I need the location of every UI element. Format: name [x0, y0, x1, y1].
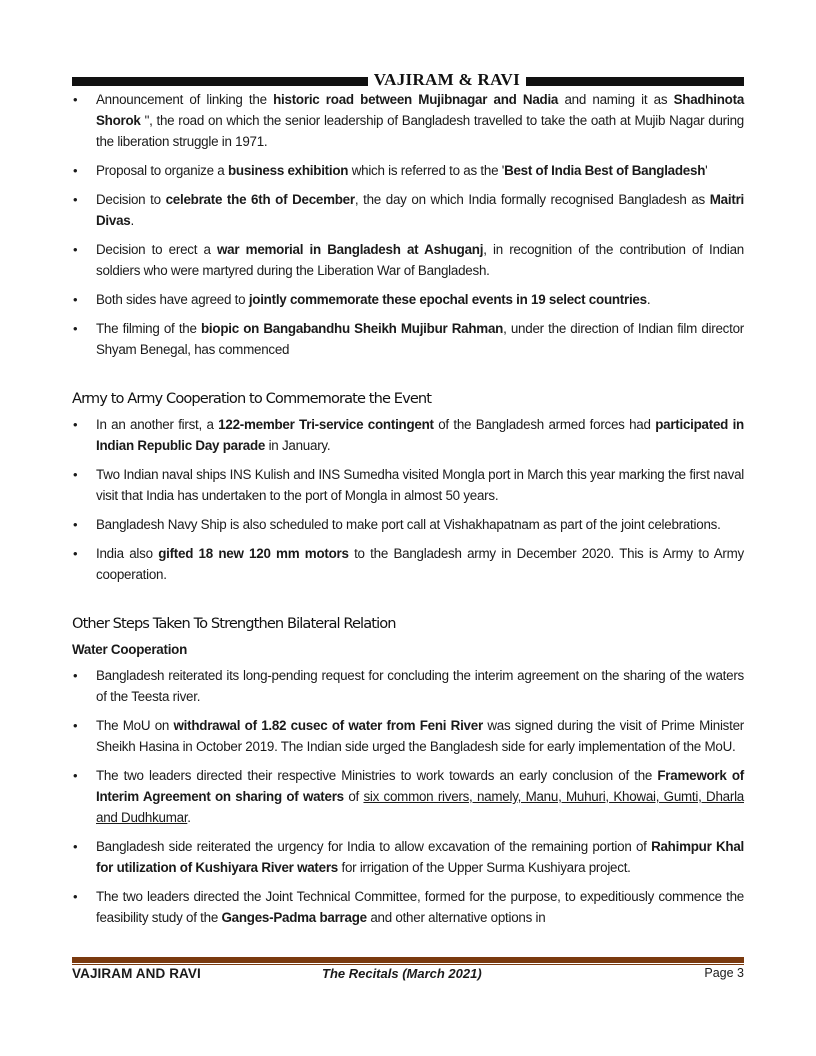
bold-text: 122-member Tri-service contingent [218, 417, 434, 432]
intro-bullet-list [72, 89, 744, 360]
text: Proposal to organize a [96, 163, 228, 178]
footer-publisher: VAJIRAM AND RAVI [72, 966, 201, 981]
section-title-army: Army to Army Cooperation to Commemorate the Event [72, 390, 432, 407]
text: The MoU on [96, 718, 174, 733]
text: and other alternative options in [366, 910, 546, 925]
bold-text: gifted 18 new 120 mm motors [158, 546, 349, 561]
bold-text: biopic on Bangabandhu Sheikh Mujibur Rahman [200, 321, 504, 336]
bullet-item [72, 715, 744, 757]
bullet-item [72, 414, 744, 456]
bullet-item [72, 189, 744, 231]
text: of [343, 789, 364, 804]
bullet-item [72, 543, 744, 585]
header-bar-right [526, 77, 744, 86]
text: . [187, 810, 191, 825]
text: Bangladesh reiterated its long-pending request for concluding the interim agreement on the sharing of the waters of the Teesta river. [96, 668, 744, 704]
bold-text: Rahimpur Khal for utilization of Kushiyara River waters [96, 839, 744, 875]
text: In an another first, a [96, 417, 219, 432]
text: Announcement of linking the [96, 92, 274, 107]
bullet-item [72, 765, 744, 828]
page-header [72, 70, 744, 89]
text: Both sides have agreed to [96, 292, 249, 307]
bullet-item [72, 239, 744, 281]
text: ' [705, 163, 708, 178]
text: to the Bangladesh army in December 2020. This is Army to Army cooperation. [96, 546, 744, 582]
text: , in recognition of the contribution of Indian soldiers who were martyred during the Liberation War of Bangladesh. [96, 242, 744, 278]
bullet-item [72, 514, 744, 535]
text: Bangladesh side reiterated the urgency for India to allow excavation of the remaining portion of [96, 839, 652, 854]
text: Decision to [96, 192, 166, 207]
text: for irrigation of the Upper Surma Kushiyara project. [338, 860, 631, 875]
text: India also [96, 546, 159, 561]
text: , under the direction of Indian film director Shyam Benegal, has commenced [96, 321, 744, 357]
bullet-item [72, 886, 744, 928]
text: was signed during the visit of Prime Minister Sheikh Hasina in October 2019. The Indian side urged the Bangladesh side for early implementation of the MoU. [96, 718, 744, 754]
bullet-item [72, 665, 744, 707]
bullet-item [72, 289, 744, 310]
bullet-item [72, 89, 744, 152]
bold-text: participated in Indian Republic Day parade [96, 417, 744, 453]
bold-text: Best of India Best of Bangladesh [504, 163, 706, 178]
army-bullet-list [72, 414, 744, 585]
header-title: VAJIRAM & RAVI [373, 70, 520, 89]
text: Two Indian naval ships INS Kulish and INS Sumedha visited Mongla port in March this year marking the first naval visit that India has undertaken to the port of Mongla in almost 50 years. [96, 467, 744, 503]
bold-text: historic road between Mujibnagar and Nadia [273, 92, 559, 107]
bullet-item [72, 160, 744, 181]
text: Bangladesh Navy Ship is also scheduled to make port call at Vishakhapatnam as part of the joint celebrations. [96, 517, 721, 532]
bold-text: Ganges-Padma barrage [221, 910, 367, 925]
text: . [130, 213, 134, 228]
underlined-text: six common rivers, namely, Manu, Muhuri, Khowai, Gumti, Dharla and Dudhkumar [96, 789, 744, 825]
bold-text: Framework of Interim Agreement on sharing of waters [96, 768, 744, 804]
header-bar-left [72, 77, 368, 86]
text: Decision to erect a [96, 242, 218, 257]
page-content [72, 89, 744, 936]
bold-text: celebrate the 6th of December [165, 192, 355, 207]
footer-publication: The Recitals (March 2021) [322, 966, 482, 981]
text: which is referred to as the ' [348, 163, 505, 178]
text: , the day on which India formally recognised Bangladesh as [354, 192, 710, 207]
footer-page-number: Page 3 [704, 966, 744, 980]
bullet-item [72, 318, 744, 360]
bold-text: Maitri Divas [96, 192, 744, 228]
bullet-item [72, 464, 744, 506]
section-title-other-steps: Other Steps Taken To Strengthen Bilateral Relation [72, 615, 396, 632]
text: ", the road on which the senior leadership of Bangladesh travelled to take the oath at Mujib Nagar during the liberation struggle in 1971. [96, 113, 744, 149]
text: and naming it as [558, 92, 674, 107]
bold-text: Shadhinota Shorok [96, 92, 745, 128]
text: . [646, 292, 651, 307]
bold-text: war memorial in Bangladesh at Ashuganj [217, 242, 484, 257]
text: of the Bangladesh armed forces had [433, 417, 656, 432]
page-footer [72, 966, 744, 986]
text: The filming of the [96, 321, 201, 336]
subsection-title-water: Water Cooperation [72, 642, 188, 657]
text: The two leaders directed their respective Ministries to work towards an early conclusion of the [96, 768, 658, 783]
bold-text: jointly commemorate these epochal events in 19 select countries [248, 292, 647, 307]
water-bullet-list [72, 665, 744, 928]
text: The two leaders directed the Joint Technical Committee, formed for the purpose, to expeditiously commence the feasibility study of the [96, 889, 744, 925]
bold-text: withdrawal of 1.82 cusec of water from Feni River [173, 718, 483, 733]
bullet-item [72, 836, 744, 878]
text: in January. [265, 438, 331, 453]
bold-text: business exhibition [227, 163, 349, 178]
footer-rule [72, 957, 744, 963]
